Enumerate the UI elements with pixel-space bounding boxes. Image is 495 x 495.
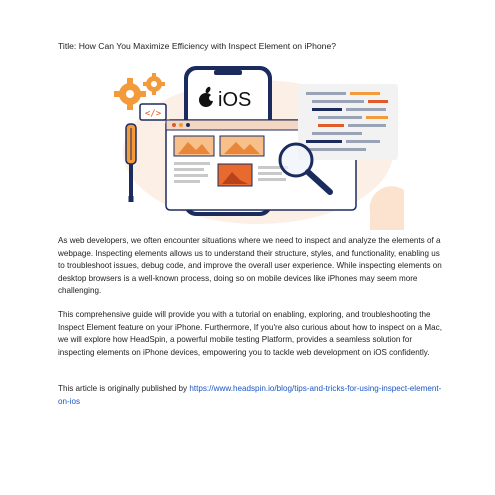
code-tag-icon <box>140 104 166 120</box>
hero-illustration <box>108 62 404 230</box>
phone-os-label: iOS <box>218 89 252 111</box>
gear-icon <box>143 73 165 95</box>
source-link[interactable]: https://www.headspin.io/blog/tips-and-tricks-for-using-inspect-element-on-ios <box>58 384 442 406</box>
guide-paragraph: This comprehensive guide will provide you with a tutorial on enabling, exploring, and troubleshooting the Inspect Element feature on your iPhone. Furthermore, If you're also curious about how to inspect on a Mac, we will explore how HeadSpin, a powerful mobile testing Platform, provides a seamless solution for inspecting elements on iPhone devices, empowering you to tackle web development on iOS confidently. <box>58 310 442 357</box>
intro-paragraph: As web developers, we often encounter situations where we need to inspect and analyze the elements of a webpage. Inspecting elements allows us to understand their structure, styles, and functionality, enabling us to troubleshoot issues, debug code, and improve the overall user experience. While inspecting elements on desktop browsers is a well-known process, doing so on mobile devices like iPhones may seem more challenging. <box>58 236 442 296</box>
source-prefix: This article is originally published by <box>58 384 190 393</box>
source-line <box>58 383 443 408</box>
screwdriver-icon <box>126 124 136 202</box>
article-title: Title: How Can You Maximize Efficiency with Inspect Element on iPhone? <box>58 41 337 51</box>
svg-text:</>: </> <box>144 109 162 119</box>
